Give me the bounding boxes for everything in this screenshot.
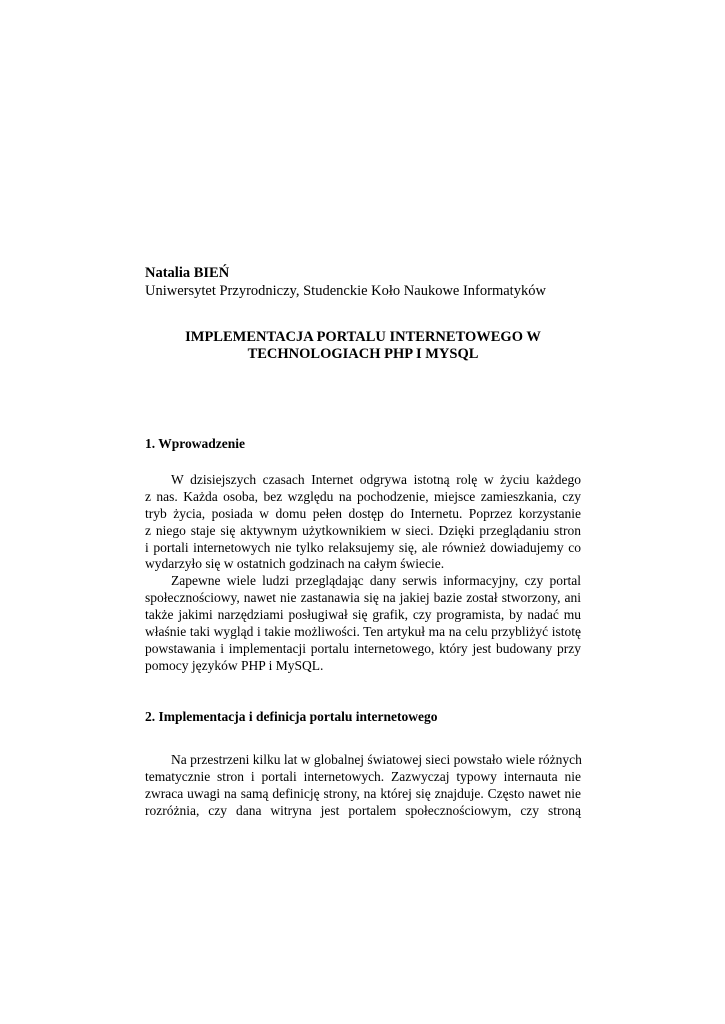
text-line: społecznościowy, nawet nie zastanawia się na jakiej bazie został stworzony, ani (145, 590, 581, 606)
paper-title-line-1: IMPLEMENTACJA PORTALU INTERNETOWEGO W (185, 329, 541, 345)
author-name: Natalia BIEŃ (145, 265, 230, 281)
text-line: także jakimi narzędziami posługiwał się grafik, czy programista, by nadać mu (145, 607, 581, 623)
section-2-body (145, 752, 581, 820)
paper-title-line-2: TECHNOLOGIACH PHP I MYSQL (247, 346, 479, 362)
text-line: właśnie taki wygląd i takie możliwości. Ten artykuł ma na celu przybliżyć istotę (145, 624, 581, 640)
section-1-body (145, 472, 581, 675)
text-line: i portali internetowych nie tylko relaksujemy się, ale również dowiadujemy co (145, 539, 581, 555)
text-line: z nas. Każda osoba, bez względu na pochodzenie, miejsce zamieszkania, czy (145, 488, 581, 504)
text-line: zwraca uwagi na samą definicję strony, na której się znajduje. Często nawet nie (145, 785, 581, 801)
text-line: pomocy języków PHP i MySQL. (145, 657, 324, 673)
paper-title (145, 329, 581, 363)
author-affiliation: Uniwersytet Przyrodniczy, Studenckie Koło Naukowe Informatyków (145, 283, 546, 299)
text-line: tematycznie stron i portali internetowych. Zazwyczaj typowy internauta nie (145, 768, 581, 784)
text-line: rozróżnia, czy dana witryna jest portalem społecznościowym, czy stroną (145, 802, 581, 818)
text-line: powstawania i implementacji portalu internetowego, który jest budowany przy (145, 640, 581, 656)
section-1-heading: 1. Wprowadzenie (145, 436, 246, 451)
text-line: z niego staje się aktywnym użytkownikiem w sieci. Dzięki przeglądaniu stron (145, 522, 581, 538)
text-line: W dzisiejszych czasach Internet odgrywa istotną rolę w życiu każdego (171, 472, 581, 487)
text-line: tryb życia, posiada w domu pełen dostęp do Internetu. Poprzez korzystanie (145, 505, 581, 521)
text-line: wydarzyło się w ostatnich godzinach na całym świecie. (145, 556, 445, 572)
section-2-heading: 2. Implementacja i definicja portalu internetowego (145, 709, 438, 724)
text-line: Na przestrzeni kilku lat w globalnej światowej sieci powstało wiele różnych (171, 752, 582, 767)
text-line: Zapewne wiele ludzi przeglądając dany serwis informacyjny, czy portal (171, 573, 581, 589)
